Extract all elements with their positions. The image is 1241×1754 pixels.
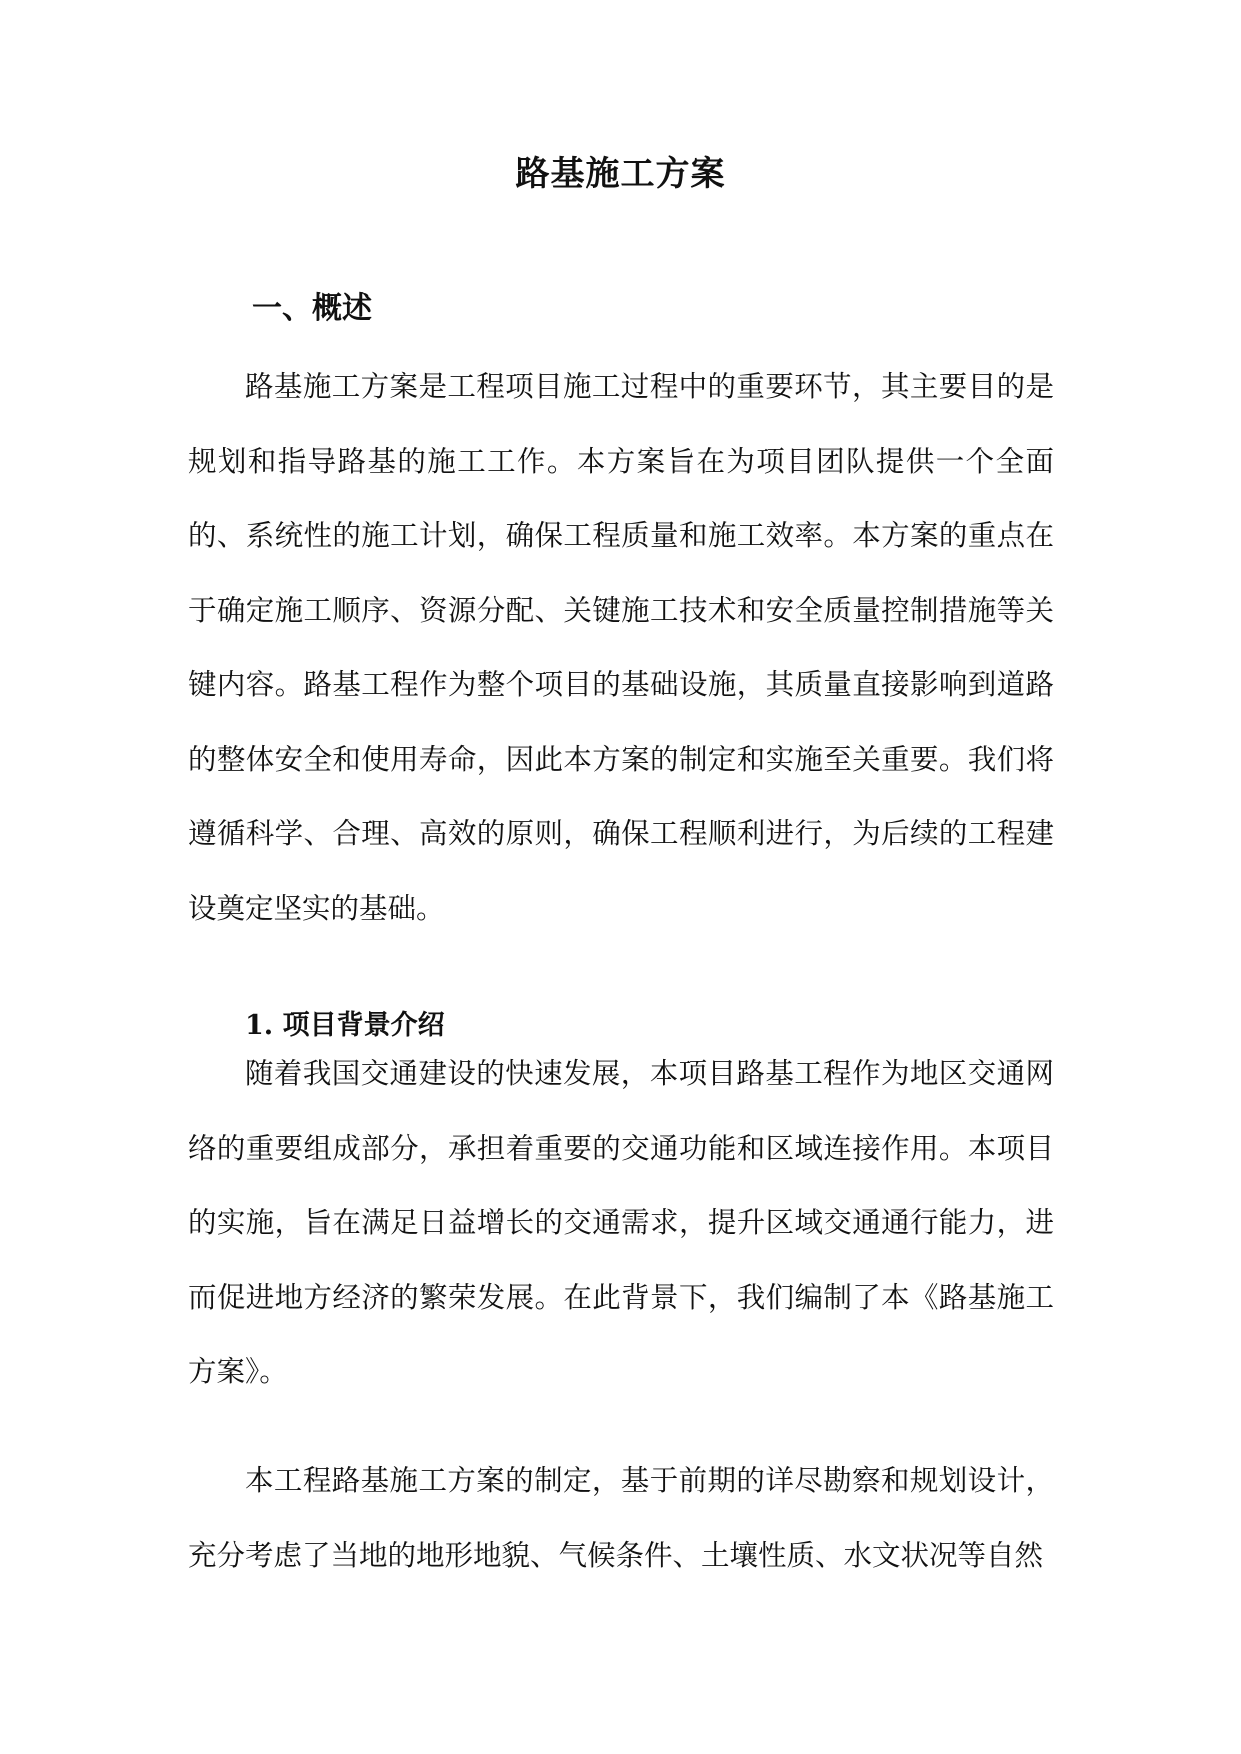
background-paragraph-1: 随着我国交通建设的快速发展，本项目路基工程作为地区交通网络的重要组成部分，承担着重要的交通功能和区域连接作用。本项目的实施，旨在满足日益增长的交通需求，提升区域交通通行能力，进而促进地方经济的繁荣发展。在此背景下，我们编制了本《路基施工方案》。 (188, 1057, 1054, 1388)
section-heading-overview: 一、概述 (252, 291, 372, 326)
background-paragraph-2: 本工程路基施工方案的制定，基于前期的详尽勘察和规划设计，充分考虑了当地的地形地貌、气候条件、土壤性质、水文状况等自然 (188, 1464, 1054, 1572)
subsection-heading-project-background: 1. 项目背景介绍 (245, 1010, 445, 1041)
document-title: 路基施工方案 (515, 154, 726, 194)
overview-paragraph: 路基施工方案是工程项目施工过程中的重要环节，其主要目的是规划和指导路基的施工工作。本方案旨在为项目团队提供一个全面的、系统性的施工计划，确保工程质量和施工效率。本方案的重点在于确定施工顺序、资源分配、关键施工技术和安全质量控制措施等关键内容。路基工程作为整个项目的基础设施，其质量直接影响到道路的整体安全和使用寿命，因此本方案的制定和实施至关重要。我们将遵循科学、合理、高效的原则，确保工程顺利进行，为后续的工程建设奠定坚实的基础。 (188, 370, 1054, 925)
